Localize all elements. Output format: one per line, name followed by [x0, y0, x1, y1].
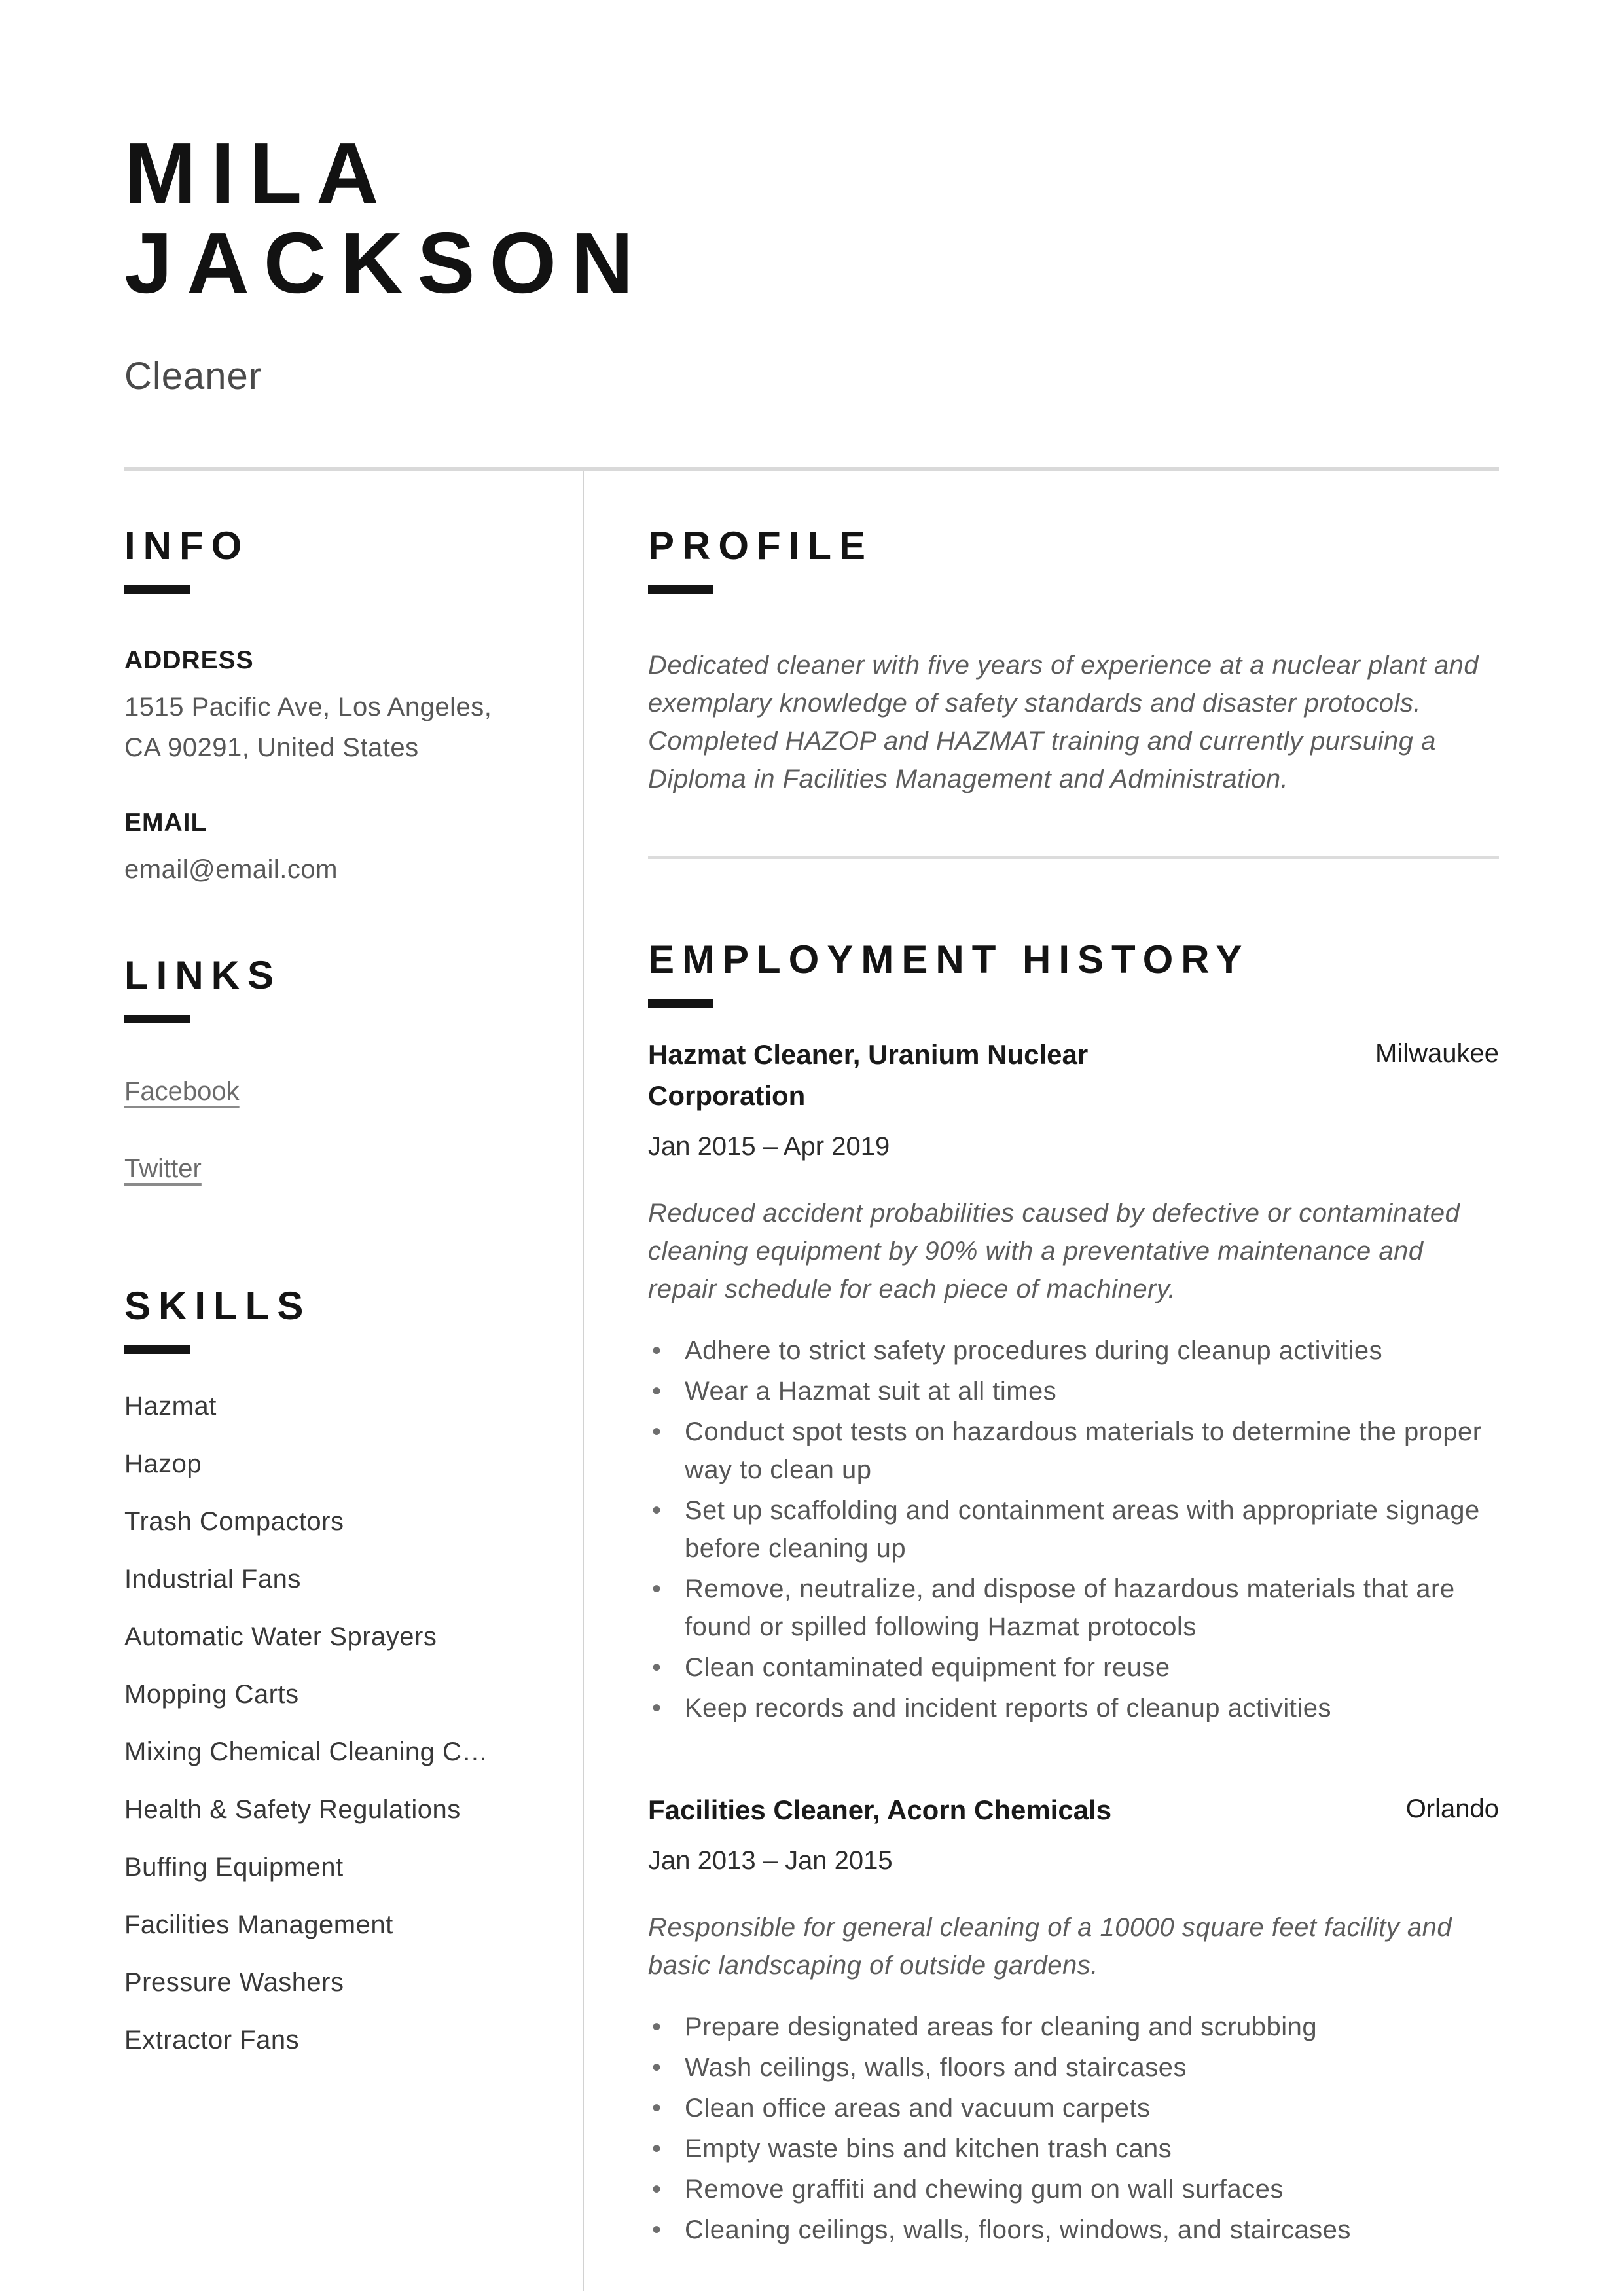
info-heading: INFO — [124, 523, 250, 568]
email-label: EMAIL — [124, 808, 207, 837]
skills-section — [124, 1283, 537, 2056]
job-bullet-item: • Remove graffiti and chewing gum on wall surfaces — [648, 2170, 1499, 2208]
job-bullet-item: • Keep records and incident reports of cleanup activities — [648, 1689, 1499, 1727]
resume-page — [0, 125, 1622, 2296]
info-section — [124, 522, 537, 890]
job-bullet-list — [648, 1332, 1499, 1727]
employment-section — [648, 936, 1499, 2249]
skill-item: Pressure Washers — [124, 1967, 344, 1997]
skill-item: Trash Compactors — [124, 1506, 344, 1536]
info-heading-bar — [124, 585, 190, 594]
section-divider — [648, 856, 1499, 859]
skill-item: Mixing Chemical Cleaning C… — [124, 1737, 488, 1766]
job-bullet-item: • Empty waste bins and kitchen trash cans — [648, 2130, 1499, 2168]
job-dates: Jan 2013 – Jan 2015 — [648, 1846, 893, 1875]
skill-item: Industrial Fans — [124, 1564, 301, 1594]
job-bullet-item: • Wash ceilings, walls, floors and staircases — [648, 2049, 1499, 2086]
link-item — [124, 1153, 537, 1184]
job-dates: Jan 2015 – Apr 2019 — [648, 1131, 890, 1161]
employment-heading: EMPLOYMENT HISTORY — [648, 937, 1250, 981]
job-summary: Reduced accident probabilities caused by defective or contaminated cleaning equipment by 90% with a preventative maintenance and repair schedule for each piece of machinery. — [648, 1198, 1460, 1303]
employment-heading-bar — [648, 999, 713, 1008]
job-title: Hazmat Cleaner, Uranium Nuclear Corporation — [648, 1038, 1089, 1111]
links-heading-bar — [124, 1015, 190, 1023]
skill-item: Hazop — [124, 1449, 202, 1478]
email-block — [124, 809, 537, 890]
address-line-1: 1515 Pacific Ave, Los Angeles, — [124, 692, 492, 721]
link-item — [124, 1076, 537, 1107]
skills-heading-bar — [124, 1345, 190, 1354]
job-header — [648, 1789, 1499, 1831]
job-bullet-list — [648, 2008, 1499, 2249]
job-entry — [648, 1034, 1499, 1727]
job-location: Orlando — [1405, 1794, 1499, 1823]
skills-heading: SKILLS — [124, 1283, 312, 1328]
skill-item: Hazmat — [124, 1391, 217, 1421]
job-bullet-item: • Wear a Hazmat suit at all times — [648, 1372, 1499, 1410]
profile-heading-bar — [648, 585, 713, 594]
job-bullet-item: • Remove, neutralize, and dispose of hazardous materials that are found or spilled following Hazmat protocols — [648, 1570, 1499, 1646]
profile-section — [648, 522, 1499, 798]
social-link[interactable]: Twitter — [124, 1154, 202, 1183]
links-list — [124, 1076, 537, 1184]
job-bullet-item: • Set up scaffolding and containment areas with appropriate signage before cleaning up — [648, 1491, 1499, 1567]
job-bullet-item: • Prepare designated areas for cleaning and scrubbing — [648, 2008, 1499, 2046]
content-columns — [124, 471, 1499, 2291]
skill-item: Mopping Carts — [124, 1679, 299, 1709]
address-label: ADDRESS — [124, 646, 254, 674]
sidebar — [124, 471, 583, 2291]
job-bullet-item: • Adhere to strict safety procedures during cleanup activities — [648, 1332, 1499, 1370]
links-section — [124, 952, 537, 1184]
job-bullet-item: • Clean office areas and vacuum carpets — [648, 2089, 1499, 2127]
profile-text: Dedicated cleaner with five years of experience at a nuclear plant and exemplary knowledge of safety standards and disaster protocols. Completed HAZOP and HAZMAT training and currently pursuing a Diploma in Facilities Management and Administration. — [648, 650, 1479, 793]
skill-item: Buffing Equipment — [124, 1852, 344, 1882]
person-name: MILA JACKSON — [124, 125, 648, 312]
resume-header — [124, 125, 1499, 471]
job-bullet-item: • Cleaning ceilings, walls, floors, windows, and staircases — [648, 2211, 1499, 2249]
address-value — [124, 687, 537, 768]
skill-item: Health & Safety Regulations — [124, 1795, 461, 1824]
main-column — [583, 471, 1499, 2291]
skill-item: Automatic Water Sprayers — [124, 1622, 437, 1651]
person-job-title: Cleaner — [124, 354, 262, 397]
job-location: Milwaukee — [1375, 1038, 1499, 1068]
job-summary: Responsible for general cleaning of a 10000 square feet facility and basic landscaping of outside gardens. — [648, 1912, 1452, 1980]
skill-item: Extractor Fans — [124, 2025, 300, 2054]
job-bullet-item: • Clean contaminated equipment for reuse — [648, 1649, 1499, 1686]
address-line-2: CA 90291, United States — [124, 733, 419, 762]
social-link[interactable]: Facebook — [124, 1076, 240, 1106]
job-bullet-item: • Conduct spot tests on hazardous materials to determine the proper way to clean up — [648, 1413, 1499, 1489]
skills-list — [124, 1391, 537, 2056]
email-value: email@email.com — [124, 854, 338, 884]
skill-item: Facilities Management — [124, 1910, 393, 1939]
profile-heading: PROFILE — [648, 523, 874, 568]
job-header — [648, 1034, 1499, 1116]
address-block — [124, 646, 537, 768]
job-entry — [648, 1789, 1499, 2249]
job-title: Facilities Cleaner, Acorn Chemicals — [648, 1794, 1112, 1825]
links-heading: LINKS — [124, 953, 281, 997]
